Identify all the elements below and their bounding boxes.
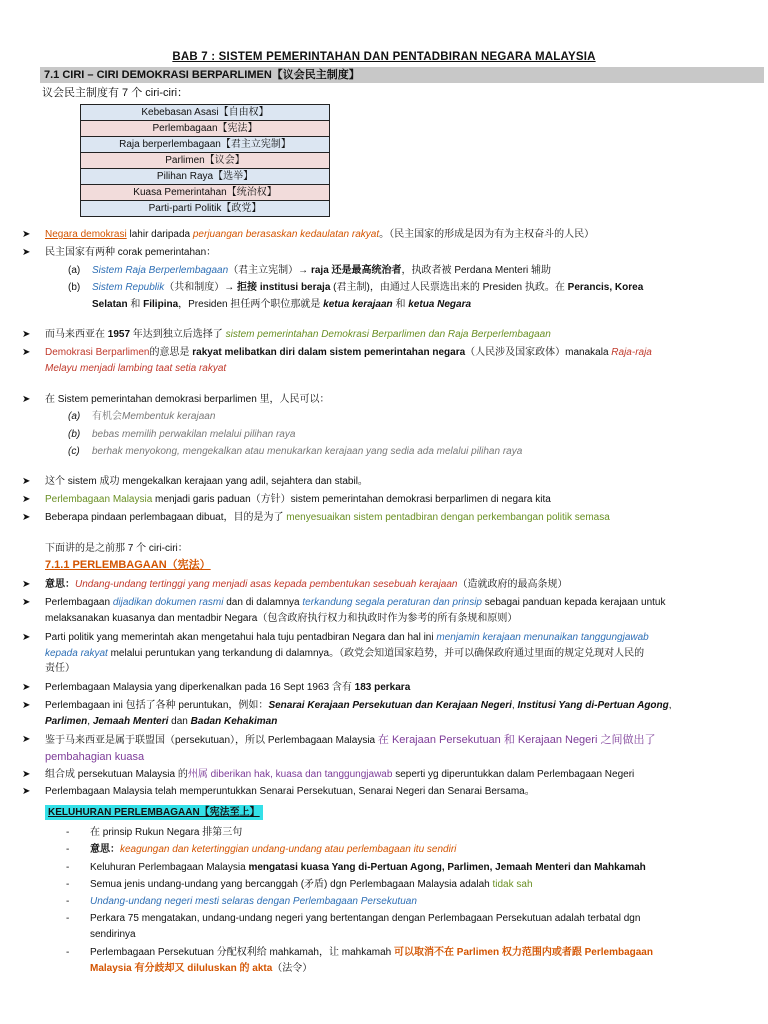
paragraph-corak: 民主国家有两种 corak pemerintahan： [45, 247, 217, 258]
term: 可以取消不在 Parlimen 权力范围内或者跟 Perlembagaan [394, 947, 653, 958]
text: Membentuk kerajaan [122, 411, 216, 422]
feature-cell: Perlembagaan【宪法】 [81, 121, 330, 137]
term: kepada rakyat [45, 648, 108, 659]
bullet-icon: ➤ [22, 769, 31, 780]
text: （共和制度）→ [164, 282, 238, 293]
paragraph-negeri [45, 768, 760, 781]
paragraph-garis [45, 493, 760, 506]
bullet-icon: ➤ [22, 682, 31, 693]
text: 年达到独立后选择了 [130, 329, 226, 340]
paragraph-berparlimen-cont: Melayu menjadi lambing taat setia rakyat [45, 363, 227, 374]
text: seperti yg diperuntukkan dalam Perlembagaan Negeri [392, 769, 635, 780]
term: Undang-undang tertinggi yang menjadi asas kepada pembentukan sesebuah kerajaan [75, 579, 458, 590]
dash-icon: - [66, 896, 70, 907]
term: Institusi Yang di-Pertuan Agong [517, 700, 669, 711]
list-item-cont: sendirinya [90, 929, 136, 940]
dash-icon: - [66, 947, 70, 958]
text: melalui peruntukan yang terkandung di dalamnya。（政党会知道国家趋势，并可以确保政府通过里面的规定兑现对人民的 [107, 648, 645, 659]
paragraph-pindaan [45, 511, 760, 524]
term: 州属 [187, 769, 208, 780]
subsection-heading: 7.1.1 PERLEMBAGAAN（宪法） [45, 559, 211, 571]
term: Badan Kehakiman [190, 716, 278, 727]
paragraph-sistem: 这个 sistem 成功 mengekalkan kerajaan yang adil, sejahtera dan stabil。 [45, 476, 368, 487]
term: menjamin kerajaan menunaikan tanggungjawab [436, 632, 649, 643]
feature-cell: Kebebasan Asasi【自由权】 [81, 105, 330, 121]
term: Jemaah Menteri [92, 716, 169, 727]
list-item [90, 878, 760, 891]
feature-row [81, 121, 330, 137]
text: （人民涉及国家政体）manakala [465, 347, 612, 358]
bullet-icon: ➤ [22, 347, 31, 358]
term: Negara demokrasi [45, 229, 127, 240]
text: Semua jenis undang-undang yang bercanggah (矛盾) dgn Perlembagaan Malaysia adalah [90, 879, 493, 890]
term: ketua kerajaan [323, 299, 393, 310]
bullet-icon: ➤ [22, 247, 31, 258]
dash-icon: - [66, 913, 70, 924]
text: dan [168, 716, 191, 727]
term: rakyat melibatkan diri dalam sistem pemerintahan negara [192, 347, 466, 358]
text: Perlembagaan Persekutuan 分配权利给 mahkamah，让 mahkamah [90, 947, 395, 958]
list-item [92, 410, 215, 423]
term: diberikan hak, kuasa dan tanggungjawab [207, 769, 393, 780]
text: menjadi garis paduan（方针）sistem pemerintahan demokrasi berparlimen di negara kita [152, 494, 551, 505]
section-heading: 7.1 CIRI – CIRI DEMOKRASI BERPARLIMEN【议会民主制度】 [40, 67, 764, 83]
bullet-icon: ➤ [22, 632, 31, 643]
year: 1957 [107, 329, 131, 340]
term: Perlembagaan Malaysia [45, 494, 153, 505]
text: 而马来西亚在 [45, 329, 108, 340]
text: (君主制)，由通过人民票选出来的 Presiden 执政。在 [330, 282, 568, 293]
text: 和 [127, 299, 144, 310]
list-item [90, 843, 760, 856]
dash-icon: - [66, 844, 70, 855]
paragraph-persekutuan-cont: pembahagian kuasa [45, 751, 145, 763]
paragraph-rakyat: 在 Sistem pemerintahan demokrasi berparlimen 里，人民可以： [45, 394, 330, 405]
term: sistem pemerintahan Demokrasi Berparlimen dan Raja Berperlembagaan [225, 329, 551, 340]
term: raja 还是最高统治者 [310, 265, 402, 276]
features-table [80, 104, 330, 217]
bullet-icon: ➤ [22, 597, 31, 608]
text: Perlembagaan ini 包括了各种 peruntukan，例如： [45, 700, 269, 711]
list-label: (b) [68, 282, 81, 293]
text: , [511, 700, 518, 711]
term: tidak sah [492, 879, 533, 890]
text: （君主立宪制）→ [228, 265, 311, 276]
text: , [668, 700, 672, 711]
page-title: BAB 7 : SISTEM PEMERINTAHAN DAN PENTADBIRAN NEGARA MALAYSIA [172, 51, 596, 63]
list-item [90, 861, 760, 874]
term: Senarai Kerajaan Persekutuan dan Kerajaan Negeri [268, 700, 512, 711]
paragraph-parti [45, 631, 760, 644]
bullet-icon: ➤ [22, 229, 31, 240]
text: Beberapa pindaan perlembagaan dibuat，目的是为了 [45, 512, 287, 523]
term: Perancis, Korea [567, 282, 644, 293]
term: 拒接 institusi beraja [237, 282, 331, 293]
paragraph-dokumen [45, 596, 760, 609]
text: Perlembagaan [45, 597, 113, 608]
term: terkandung segala peraturan dan prinsip [302, 597, 482, 608]
keluhuran-heading: KELUHURAN PERLEMBAGAAN【宪法至上】 [45, 805, 263, 820]
text: lahir daripada [126, 229, 193, 240]
list-item: 在 prinsip Rukun Negara 排第三句 [90, 827, 243, 838]
feature-cell: Parlimen【议会】 [81, 153, 330, 169]
list-label: (a) [68, 411, 81, 422]
feature-cell: Pilihan Raya【选举】 [81, 169, 330, 185]
feature-row [81, 185, 330, 201]
term: Parlimen [45, 716, 88, 727]
term: 在 Kerajaan Persekutuan 和 Kerajaan Negeri 之间做出了 [377, 734, 656, 746]
text: 和 [392, 299, 409, 310]
text: 组合成 persekutuan Malaysia 的 [45, 769, 188, 780]
text: 鉴于马来西亚是属于联盟国（persekutuan），所以 Perlembagaan Malaysia [45, 735, 378, 746]
list-label: (c) [68, 446, 80, 457]
paragraph-berparlimen [45, 346, 760, 359]
bullet-icon: ➤ [22, 700, 31, 711]
paragraph-peruntukan [45, 699, 760, 712]
term: 183 perkara [354, 682, 411, 693]
term: ketua Negara [408, 299, 472, 310]
list-item-cont [90, 962, 760, 975]
list-label: (a) [68, 265, 81, 276]
term: Sistem Raja Berperlembagaan [92, 265, 229, 276]
term: Raja-raja [611, 347, 652, 358]
paragraph-parti-cont2: 责任） [45, 663, 75, 674]
term: Filipina [143, 299, 179, 310]
list-item-cont [92, 298, 471, 311]
list-item: bebas memilih perwakilan melalui pilihan raya [92, 429, 296, 440]
term: menyesuaikan sistem pentadbiran dengan perkembangan politik semasa [286, 512, 610, 523]
term: 有机会 [92, 411, 122, 422]
paragraph-persekutuan [45, 733, 760, 747]
term: perjuangan berasaskan kedaulatan rakyat [192, 229, 380, 240]
bullet-icon: ➤ [22, 512, 31, 523]
paragraph-peruntukan-cont [45, 715, 760, 728]
list-item [92, 264, 551, 277]
text: Perlembagaan Malaysia yang diperkenalkan pada 16 Sept 1963 含有 [45, 682, 355, 693]
list-item [92, 281, 643, 294]
label: 意思： [45, 579, 75, 590]
feature-row [81, 137, 330, 153]
feature-row [81, 201, 330, 217]
paragraph-maksud [45, 578, 760, 591]
text: , [87, 716, 93, 727]
bullet-icon: ➤ [22, 494, 31, 505]
term: keagungan dan ketertinggian undang-undang atau perlembagaan itu sendiri [120, 844, 457, 855]
dash-icon: - [66, 862, 70, 873]
list-item [90, 946, 760, 959]
paragraph-demokrasi [45, 228, 760, 241]
term: dijadikan dokumen rasmi [112, 597, 224, 608]
text: ，Presiden 担任两个职位那就是 [178, 299, 324, 310]
text: 。（民主国家的形成是因为有为主权奋斗的人民） [379, 229, 595, 240]
paragraph-ciri: 下面讲的是之前那 7 个 ciri-ciri： [45, 543, 188, 554]
feature-cell: Parti-parti Politik【政党】 [81, 201, 330, 217]
feature-row [81, 153, 330, 169]
dash-icon: - [66, 827, 70, 838]
bullet-icon: ➤ [22, 734, 31, 745]
list-label: (b) [68, 429, 81, 440]
intro-text: 议会民主制度有 7 个 ciri-ciri： [42, 87, 189, 99]
bullet-icon: ➤ [22, 579, 31, 590]
term: Demokrasi Berparlimen [45, 347, 150, 358]
list-item: Undang-undang negeri mesti selaras dengan Perlembagaan Persekutuan [90, 896, 417, 907]
feature-row [81, 169, 330, 185]
list-item: berhak menyokong, mengekalkan atau menukarkan kerajaan yang sedia ada melalui pilihan raya [92, 446, 523, 457]
text: sebagai panduan kepada kerajaan untuk [481, 597, 666, 608]
feature-cell: Kuasa Pemerintahan【统治权】 [81, 185, 330, 201]
dash-icon: - [66, 879, 70, 890]
paragraph-1957 [45, 328, 760, 341]
bullet-icon: ➤ [22, 329, 31, 340]
text: Keluhuran Perlembagaan Malaysia [90, 862, 249, 873]
paragraph-dokumen-cont: melaksanakan kuasanya dan mentadbir Negara（包含政府执行权力和执政时作为参考的所有条规和原则） [45, 613, 518, 624]
list-item: Perkara 75 mengatakan, undang-undang negeri yang bertentangan dengan Perlembagaan Persekutuan adalah terbatal dgn [90, 913, 641, 924]
bullet-icon: ➤ [22, 786, 31, 797]
term: Sistem Republik [92, 282, 165, 293]
text: dan di dalamnya [223, 597, 303, 608]
paragraph-senarai: Perlembagaan Malaysia telah memperuntukkan Senarai Persekutuan, Senarai Negeri dan Senarai Bersama。 [45, 786, 535, 797]
paragraph-parti-cont [45, 647, 760, 660]
text: 的意思是 [149, 347, 193, 358]
label: 意思： [90, 844, 120, 855]
term: Selatan [92, 299, 128, 310]
text: （法令） [272, 963, 313, 974]
bullet-icon: ➤ [22, 476, 31, 487]
paragraph-1963 [45, 681, 760, 694]
feature-row [81, 105, 330, 121]
bullet-icon: ➤ [22, 394, 31, 405]
text: （造就政府的最高条规） [457, 579, 568, 590]
feature-cell: Raja berperlembagaan【君主立宪制】 [81, 137, 330, 153]
text: Parti politik yang memerintah akan mengetahui hala tuju pentadbiran Negara dan hal ini [45, 632, 437, 643]
term: Malaysia 有分歧却又 diluluskan 的 akta [90, 963, 273, 974]
text: ，执政者被 Perdana Menteri 辅助 [401, 265, 552, 276]
term: mengatasi kuasa Yang di-Pertuan Agong, Parlimen, Jemaah Menteri dan Mahkamah [248, 862, 646, 873]
